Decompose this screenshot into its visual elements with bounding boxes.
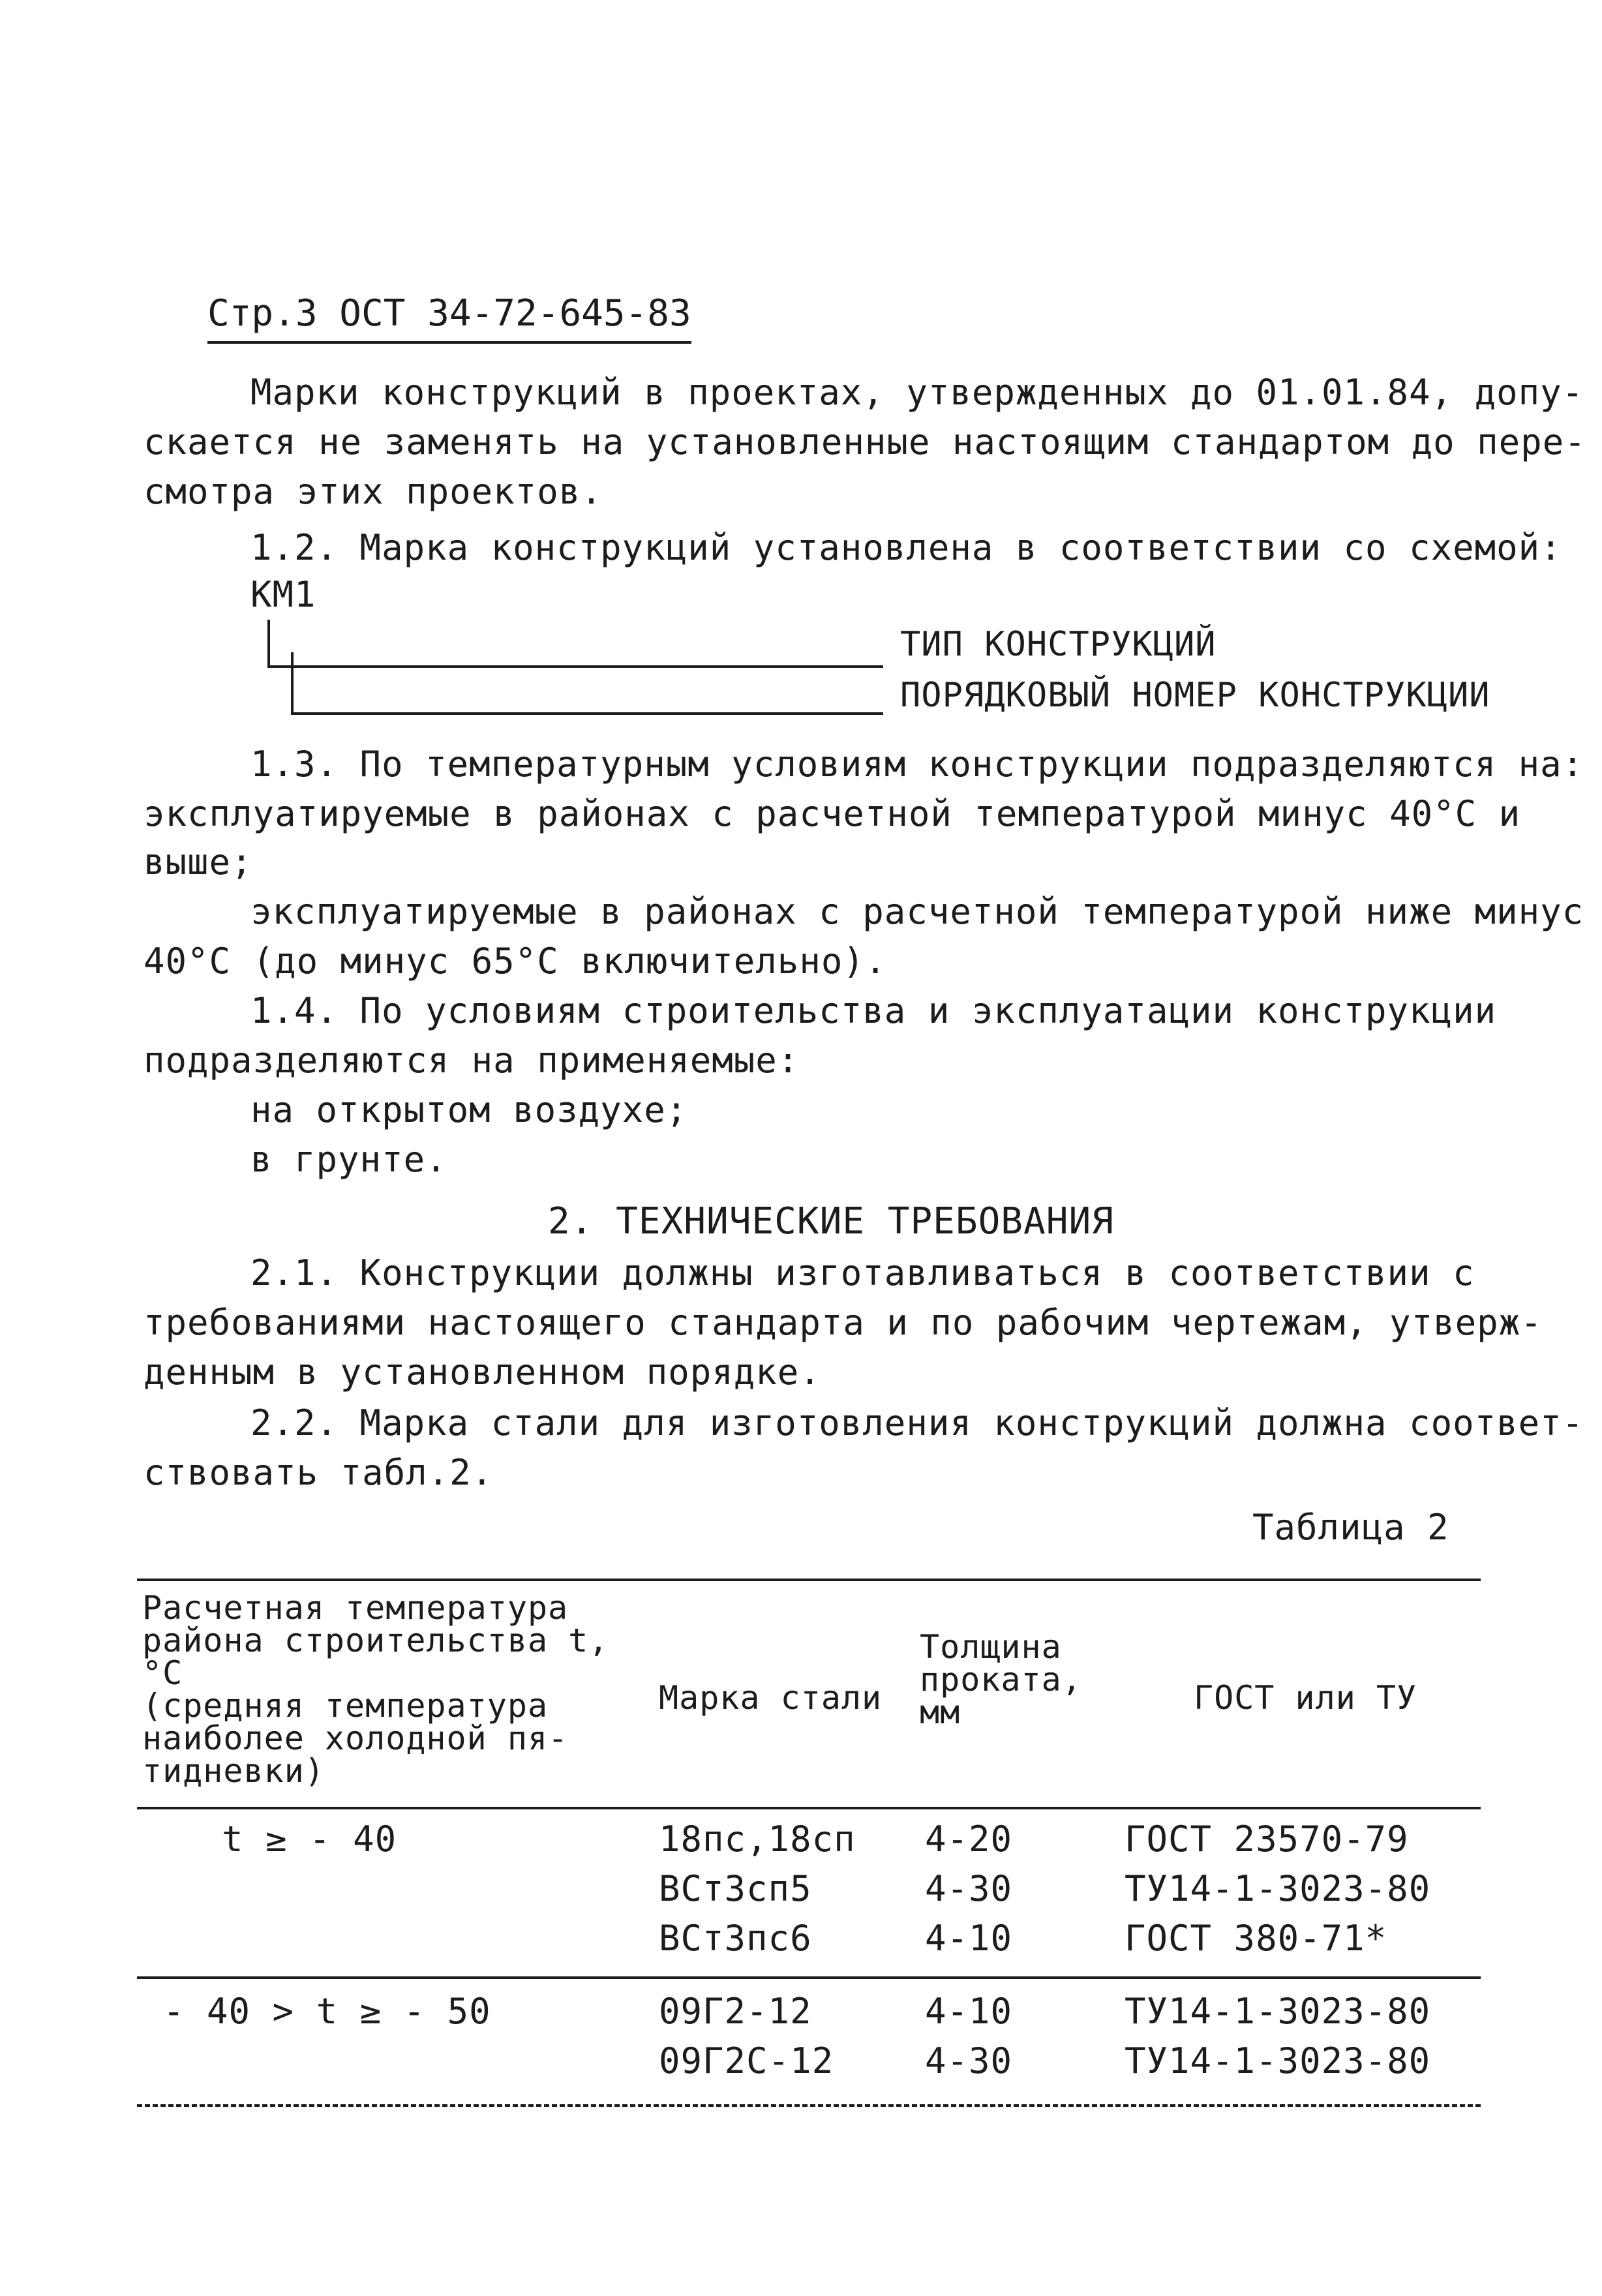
steel-grade-cell: 09Г2С-12 (659, 2040, 834, 2081)
paragraph-line: на открытом воздухе; (250, 1089, 688, 1130)
steel-grade-cell: 18пс,18сп (659, 1819, 856, 1860)
table-group-rule (137, 1976, 1481, 1979)
thickness-cell: 4-10 (925, 1918, 1013, 1959)
paragraph-line: денным в установленном порядке. (144, 1352, 821, 1393)
section-2-title: 2. ТЕХНИЧЕСКИЕ ТРЕБОВАНИЯ (548, 1200, 1114, 1243)
header-temperature: Расчетная температура района строительства t, °С (средняя температура наиболее холодной пя- тидневки) (142, 1589, 609, 1790)
temperature-range: - 40 > t ≥ - 50 (163, 1991, 491, 2032)
header-steel-grade: Марка стали (659, 1679, 883, 1717)
steel-grade-cell: ВСт3пс6 (659, 1918, 812, 1959)
scheme-code: КМ1 (250, 574, 316, 615)
thickness-cell: 4-20 (925, 1819, 1013, 1860)
paragraph-line: выше; (144, 841, 253, 883)
paragraph-line: подразделяются на применяемые: (144, 1040, 800, 1081)
paragraph-line: ствовать табл.2. (144, 1452, 494, 1493)
table-caption: Таблица 2 (1252, 1507, 1449, 1548)
document-header: Стр.3 ОСТ 34-72-645-83 (207, 292, 691, 344)
clause-1-2: 1.2. Марка конструкций установлена в соответствии со схемой: (250, 527, 1562, 568)
header-gost-tu: ГОСТ или ТУ (1194, 1679, 1417, 1717)
standard-cell: ТУ14-1-3023-80 (1125, 1991, 1431, 2032)
standard-cell: ГОСТ 380-71* (1125, 1918, 1387, 1959)
steel-grade-cell: 09Г2-12 (659, 1991, 812, 2032)
standard-cell: ГОСТ 23570-79 (1125, 1819, 1409, 1860)
paragraph-line: требованиями настоящего стандарта и по рабочим чертежам, утверж- (144, 1302, 1543, 1343)
paragraph-line: эксплуатируемые в районах с расчетной температурой минус 40°С и (144, 793, 1521, 834)
paragraph-line: Марки конструкций в проектах, утвержденных до 01.01.84, допу- (250, 372, 1584, 413)
standard-cell: ТУ14-1-3023-80 (1125, 2040, 1431, 2081)
clause-2-1: 2.1. Конструкции должны изготавливаться в соответствии с (250, 1252, 1475, 1293)
scheme-number-label: ПОРЯДКОВЫЙ НОМЕР КОНСТРУКЦИИ (900, 676, 1490, 715)
paragraph-line: смотра этих проектов. (144, 471, 603, 512)
clause-1-4: 1.4. По условиям строительства и эксплуатации конструкции (250, 990, 1497, 1031)
scheme-bracket-number (291, 652, 883, 715)
paragraph-line: эксплуатируемые в районах с расчетной температурой ниже минус (250, 891, 1584, 932)
steel-grade-cell: ВСт3сп5 (659, 1868, 812, 1909)
temperature-range: t ≥ - 40 (222, 1819, 397, 1860)
thickness-cell: 4-30 (925, 2040, 1013, 2081)
standard-cell: ТУ14-1-3023-80 (1125, 1868, 1431, 1909)
paragraph-line: в грунте. (250, 1139, 447, 1180)
table-top-rule (137, 1578, 1481, 1581)
thickness-cell: 4-30 (925, 1868, 1013, 1909)
table-header-rule (137, 1807, 1481, 1809)
paragraph-line: скается не заменять на установленные настоящим стандартом до пере- (144, 421, 1586, 462)
clause-2-2: 2.2. Марка стали для изготовления конструкций должна соответ- (250, 1402, 1584, 1443)
clause-1-3: 1.3. По температурным условиям конструкции подразделяются на: (250, 744, 1584, 785)
header-thickness: Толщина проката, мм (920, 1628, 1082, 1731)
table-bottom-rule (137, 2104, 1481, 2107)
thickness-cell: 4-10 (925, 1991, 1013, 2032)
scheme-type-label: ТИП КОНСТРУКЦИЙ (900, 625, 1217, 664)
paragraph-line: 40°С (до минус 65°С включительно). (144, 941, 887, 982)
